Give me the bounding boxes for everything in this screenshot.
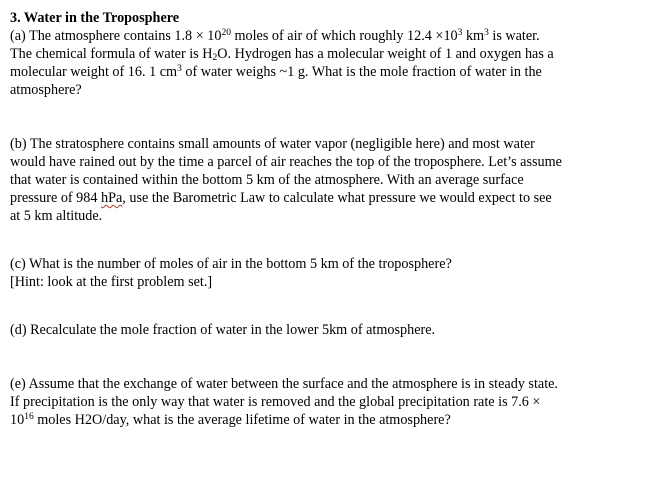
spacer — [10, 339, 650, 375]
part-a-line-3: molecular weight of 16. 1 $cm^3$ of water weighs ~1 g. What is the mole fraction of water in the — [10, 64, 542, 80]
part-a — [10, 27, 650, 99]
spacer — [10, 291, 650, 321]
part-e-line-3: $10^{16}$ moles H2O/day, what is the average lifetime of water in the atmosphere? — [10, 412, 451, 428]
part-b — [10, 135, 650, 225]
part-c-line-2: [Hint: look at the first problem set.] — [10, 274, 213, 290]
part-a-line-2: The chemical formula of water is $H_2O$. Hydrogen has a molecular weight of 1 and oxygen has a — [10, 46, 554, 63]
part-e-line-1: (e) Assume that the exchange of water between the surface and the atmosphere is in steady state. — [10, 376, 558, 392]
document-page — [10, 9, 650, 429]
part-e-line-2: If precipitation is the only way that water is removed and the global precipitation rate is 7.6 × — [10, 394, 541, 410]
part-b-line-2: would have rained out by the time a parcel of air reaches the top of the troposphere. Let’s assume — [10, 154, 562, 170]
part-b-line-1: (b) The stratosphere contains small amounts of water vapor (negligible here) and most water — [10, 136, 535, 152]
part-d — [10, 321, 650, 339]
spacer — [10, 225, 650, 255]
part-c — [10, 255, 650, 291]
part-d-line-1: (d) Recalculate the mole fraction of water in the lower 5km of atmosphere. — [10, 322, 436, 338]
spellcheck-flagged-word[interactable]: hPa — [101, 190, 123, 206]
problem-title: 3. Water in the Troposphere — [10, 10, 180, 26]
part-c-line-1: (c) What is the number of moles of air in the bottom 5 km of the troposphere? — [10, 256, 452, 272]
spacer — [10, 99, 650, 135]
part-b-line-3: that water is contained within the bottom 5 km of the atmosphere. With an average surface — [10, 172, 524, 188]
part-a-line-1: (a) The atmosphere contains $1.8 \times 10^{20}$ moles of air of which roughly $12.4 \times 10^3$ $km^3$ is water. — [10, 28, 540, 44]
part-e — [10, 375, 650, 429]
part-a-line-4: atmosphere? — [10, 82, 82, 98]
part-b-line-4: pressure of 984 hPa, use the Barometric Law to calculate what pressure we would expect to see — [10, 190, 552, 206]
part-b-line-5: at 5 km altitude. — [10, 208, 103, 224]
